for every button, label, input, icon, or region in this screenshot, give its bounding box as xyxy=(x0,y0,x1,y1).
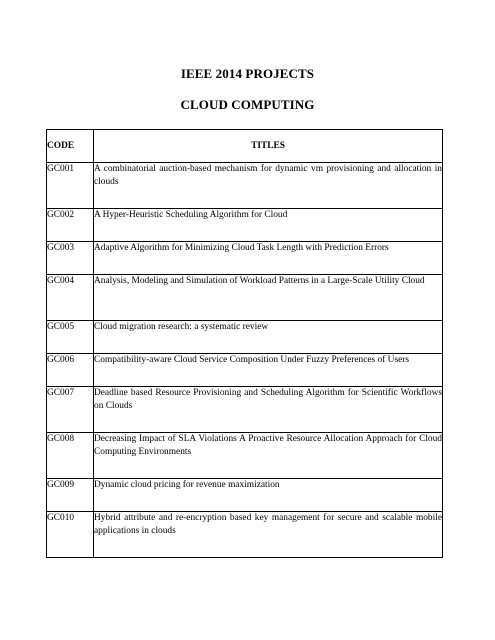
project-code: GC009 xyxy=(47,479,94,512)
table-row xyxy=(47,321,443,354)
table-row xyxy=(47,387,443,433)
table-row xyxy=(47,242,443,275)
project-title: Dynamic cloud pricing for revenue maximization xyxy=(94,479,443,512)
project-code: GC001 xyxy=(47,163,94,209)
project-title: Compatibility-aware Cloud Service Composition Under Fuzzy Preferences of Users xyxy=(94,354,443,387)
table-row xyxy=(47,209,443,242)
table-header-row xyxy=(47,130,443,163)
table-row xyxy=(47,275,443,321)
table-row xyxy=(47,163,443,209)
project-code: GC005 xyxy=(47,321,94,354)
project-title: Cloud migration research: a systematic review xyxy=(94,321,443,354)
table-row xyxy=(47,479,443,512)
project-code: GC006 xyxy=(47,354,94,387)
titles-column-header: TITLES xyxy=(94,130,443,163)
project-code: GC004 xyxy=(47,275,94,321)
project-title: Decreasing Impact of SLA Violations A Proactive Resource Allocation Approach for Cloud Computing Environments xyxy=(94,433,443,479)
project-code: GC008 xyxy=(47,433,94,479)
project-title: A Hyper-Heuristic Scheduling Algorithm for Cloud xyxy=(94,209,443,242)
project-title: A combinatorial auction-based mechanism for dynamic vm provisioning and allocation in clouds xyxy=(94,163,443,209)
table-row xyxy=(47,512,443,558)
page-title: IEEE 2014 PROJECTS xyxy=(180,66,315,81)
section-subtitle: CLOUD COMPUTING xyxy=(180,97,315,112)
project-code: GC007 xyxy=(47,387,94,433)
code-column-header: CODE xyxy=(47,130,94,163)
project-code: GC002 xyxy=(47,209,94,242)
table-row xyxy=(47,354,443,387)
project-title: Adaptive Algorithm for Minimizing Cloud Task Length with Prediction Errors xyxy=(94,242,443,275)
project-title: Analysis, Modeling and Simulation of Workload Patterns in a Large-Scale Utility Cloud xyxy=(94,275,443,321)
project-code: GC003 xyxy=(47,242,94,275)
project-title: Hybrid attribute and re-encryption based key management for secure and scalable mobile applications in clouds xyxy=(94,512,443,558)
table-row xyxy=(47,433,443,479)
projects-table xyxy=(46,129,443,558)
project-title: Deadline based Resource Provisioning and Scheduling Algorithm for Scientific Workflows on Clouds xyxy=(94,387,443,433)
project-code: GC010 xyxy=(47,512,94,558)
